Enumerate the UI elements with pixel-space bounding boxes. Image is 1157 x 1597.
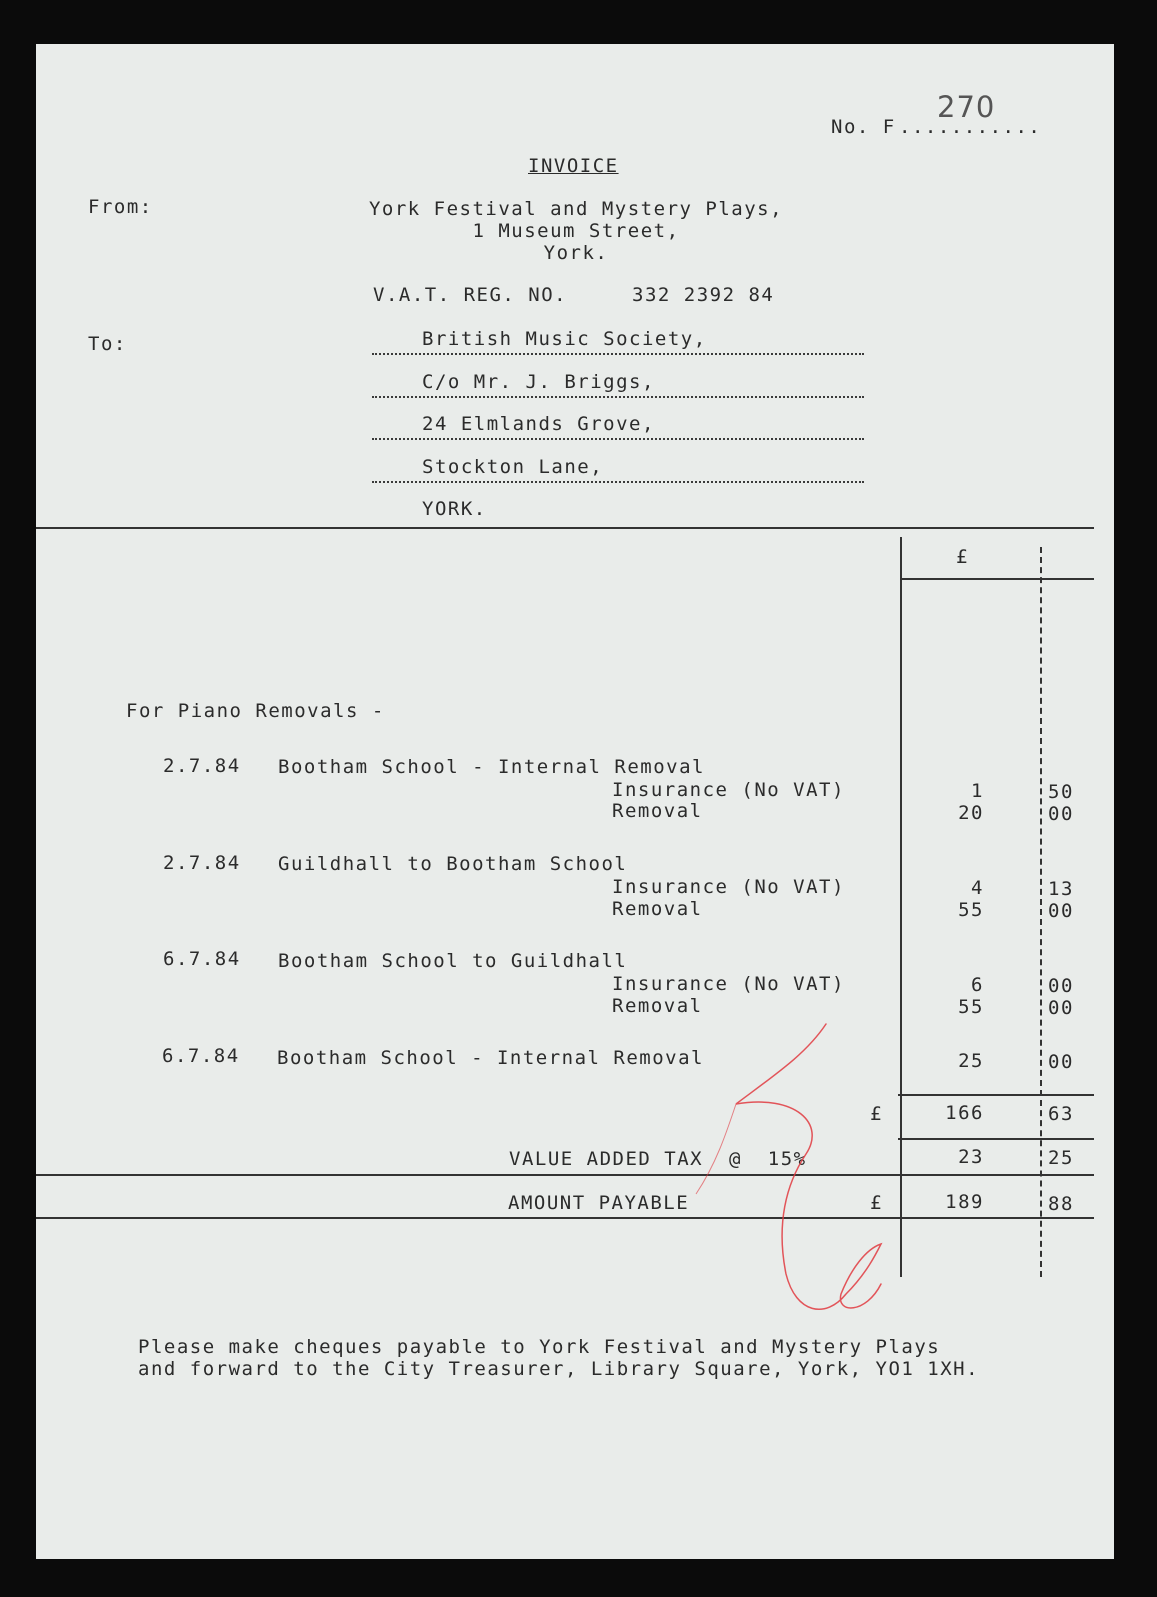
entry-2-item-2-label: Removal	[612, 898, 703, 920]
entry-4-date: 6.7.84	[162, 1045, 240, 1067]
entry-4-pence: 00	[1048, 1051, 1074, 1073]
subtotal-symbol: £	[870, 1103, 883, 1125]
invoice-no-handwritten: 270	[937, 90, 996, 124]
entry-1-item-1-pounds: 1	[971, 780, 984, 802]
entry-2-item-2-pounds: 55	[958, 899, 984, 921]
entry-1-date: 2.7.84	[163, 755, 241, 777]
entry-3-item-2-pounds: 55	[958, 996, 984, 1018]
vat-label: VALUE ADDED TAX @ 15%	[509, 1148, 807, 1170]
entry-1-item-2-pence: 00	[1048, 803, 1074, 825]
entry-4-description: Bootham School - Internal Removal	[277, 1047, 704, 1069]
entry-1-item-1-pence: 50	[1048, 781, 1074, 803]
entry-2-item-1-pence: 13	[1048, 878, 1074, 900]
entry-3-date: 6.7.84	[163, 948, 241, 970]
section-title: For Piano Removals -	[126, 700, 385, 722]
from-line-2: 1 Museum Street,	[472, 220, 680, 242]
to-line-4: Stockton Lane,	[422, 456, 604, 478]
to-line-5: YORK.	[422, 498, 487, 520]
entry-3-description: Bootham School to Guildhall	[278, 950, 628, 972]
vat-pence: 25	[1048, 1147, 1074, 1169]
entry-3-item-2-pence: 00	[1048, 997, 1074, 1019]
amount-payable-pounds: 189	[945, 1191, 984, 1213]
footer-line-2: and forward to the City Treasurer, Library Square, York, YO1 1XH.	[138, 1358, 980, 1380]
entry-1-description: Bootham School - Internal Removal	[278, 756, 705, 778]
currency-header: £	[956, 546, 969, 568]
to-line-1: British Music Society,	[422, 328, 707, 350]
entry-3-item-2-label: Removal	[612, 995, 703, 1017]
amount-payable-symbol: £	[870, 1192, 883, 1214]
entry-3-item-1-pounds: 6	[971, 974, 984, 996]
entry-2-description: Guildhall to Bootham School	[278, 853, 628, 875]
entry-2-item-1-pounds: 4	[971, 877, 984, 899]
subtotal-pence: 63	[1048, 1103, 1074, 1125]
invoice-title: INVOICE	[528, 155, 619, 177]
from-line-3: York.	[543, 242, 609, 264]
entry-2-date: 2.7.84	[163, 852, 241, 874]
invoice-no-label: No. F	[831, 116, 896, 138]
red-pen-mark	[36, 44, 1114, 1559]
subtotal-pounds: 166	[945, 1102, 984, 1124]
vat-pounds: 23	[958, 1146, 984, 1168]
invoice-no-dots: ...........	[899, 116, 1042, 138]
entry-3-item-1-pence: 00	[1048, 975, 1074, 997]
entry-1-item-2-label: Removal	[612, 800, 703, 822]
entry-2-item-1-label: Insurance (No VAT)	[612, 876, 845, 898]
entry-2-item-2-pence: 00	[1048, 900, 1074, 922]
to-line-2: C/o Mr. J. Briggs,	[422, 371, 655, 393]
to-label: To:	[88, 333, 127, 355]
entry-1-item-1-label: Insurance (No VAT)	[612, 779, 845, 801]
amount-payable-pence: 88	[1048, 1193, 1074, 1215]
entry-3-item-1-label: Insurance (No VAT)	[612, 973, 845, 995]
amount-payable-label: AMOUNT PAYABLE	[508, 1192, 690, 1214]
entry-1-item-2-pounds: 20	[958, 802, 984, 824]
invoice-paper	[36, 44, 1114, 1559]
vat-reg-number: 332 2392 84	[632, 284, 775, 306]
from-label: From:	[88, 196, 153, 218]
entry-4-pounds: 25	[958, 1050, 984, 1072]
to-line-3: 24 Elmlands Grove,	[422, 413, 655, 435]
footer-line-1: Please make cheques payable to York Festival and Mystery Plays	[138, 1336, 941, 1358]
from-line-1: York Festival and Mystery Plays,	[368, 198, 784, 220]
vat-reg-label: V.A.T. REG. NO.	[373, 284, 568, 306]
